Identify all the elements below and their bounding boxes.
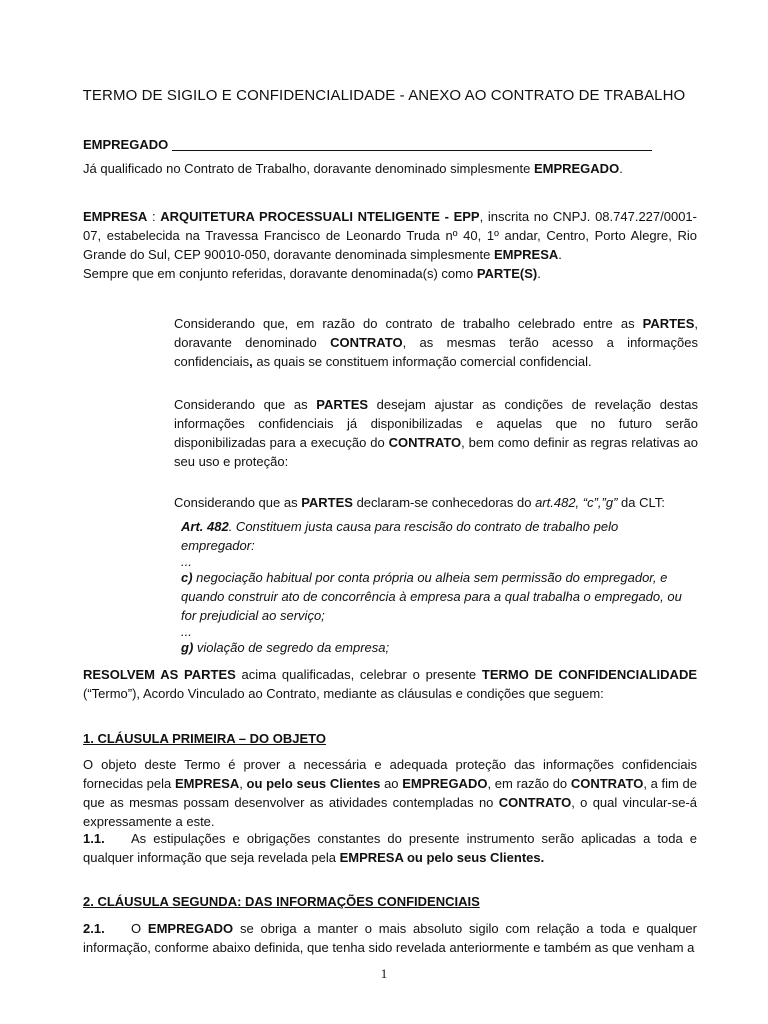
- text-run: Considerando que as: [174, 397, 317, 412]
- text-run: acima qualificadas, celebrar o presente: [235, 667, 482, 682]
- quote-item-g: [181, 638, 691, 657]
- text-run: :: [147, 209, 161, 224]
- text-run: Já qualificado no Contrato de Trabalho, doravante denominado simplesmente: [83, 161, 534, 176]
- document-title: TERMO DE SIGILO E CONFIDENCIALIDADE - ANEXO AO CONTRATO DE TRABALHO: [82, 87, 686, 104]
- considerando-3: [174, 493, 698, 512]
- signature-blank-line: [172, 150, 652, 151]
- bold-run: PARTES: [301, 495, 353, 510]
- clause-number: 2.1.: [83, 921, 105, 936]
- text-run: declaram-se conhecedoras do: [352, 495, 536, 510]
- text-run: .: [558, 247, 562, 262]
- text-run: as quais se constituem informação comercial confidencial.: [252, 354, 592, 369]
- text-run: , a fim de que as mesmas possam desenvolver as atividades contempladas no: [83, 776, 697, 810]
- text-run: , as mesmas terão acesso a informações confidenciais: [174, 335, 698, 369]
- italic-run: art.482, “c”,”g”: [535, 495, 618, 510]
- text-run: ao: [380, 776, 403, 791]
- text-run: (“Termo”), Acordo Vinculado ao Contrato, mediante as cláusulas e condições que seguem:: [83, 686, 604, 701]
- bold-run: g): [181, 640, 194, 655]
- bold-run: PARTES: [642, 316, 695, 331]
- resolvem-paragraph: [83, 665, 697, 703]
- clausula-2-heading: 2. CLÁUSULA SEGUNDA: DAS INFORMAÇÕES CONFIDENCIAIS: [83, 894, 480, 909]
- empregado-label: EMPREGADO: [83, 137, 169, 152]
- text-run: As estipulações e obrigações constantes do presente instrumento serão aplicadas a toda e qualquer informação que seja revelada pela: [83, 831, 697, 865]
- text-run: , em razão do: [487, 776, 571, 791]
- text-run: desejam ajustar as condições de revelação destas informações confidenciais já disponibilizadas e aquelas que no futuro serão disponibilizadas para a execução do: [174, 397, 698, 450]
- bold-run: PARTES: [316, 397, 369, 412]
- text-run: .: [619, 161, 623, 176]
- text-run: . Constituem justa causa para rescisão do contrato de trabalho pelo empregador:: [181, 519, 619, 553]
- text-run: , bem como definir as regras relativas ao seu uso e proteção:: [174, 435, 699, 469]
- text-run: , inscrita no CNPJ. 08.747.227/0001-07, estabelecida na Travessa Francisco de Leonardo Truda nº 40, 1º andar, Centro, Porto Alegre, Rio Grande do Sul, CEP 90010-050, doravante denominada simplesmente: [83, 209, 697, 262]
- bold-run: ,: [249, 354, 253, 369]
- considerando-1: [174, 314, 698, 371]
- clausula-1-paragraph: [83, 755, 697, 831]
- text-run: O objeto deste Termo é prover a necessária e adequada proteção das informações confidenciais fornecidas pela: [83, 757, 697, 791]
- quote-ellipsis: ...: [181, 554, 192, 569]
- empresa-name: ARQUITETURA PROCESSUALI NTELIGENTE - EPP: [160, 209, 480, 224]
- empregado-description: [83, 159, 697, 178]
- text-run: violação de segredo da empresa;: [193, 640, 390, 655]
- considerando-2: [174, 395, 698, 471]
- bold-run: Art. 482: [181, 519, 229, 534]
- bold-run: EMPREGADO: [147, 921, 234, 936]
- bold-run: EMPREGADO: [402, 776, 488, 791]
- quote-art-line: [181, 517, 691, 555]
- bold-run: EMPRESA: [174, 776, 240, 791]
- text-run: O: [131, 921, 148, 936]
- bold-run: EMPRESA: [493, 247, 559, 262]
- bold-run: EMPRESA ou pelo seus Clientes.: [339, 850, 545, 865]
- text-run: , doravante denominado: [174, 316, 698, 350]
- text-run: Sempre que em conjunto referidas, doravante denominada(s) como: [83, 266, 477, 281]
- bold-run: CONTRATO: [570, 776, 644, 791]
- bold-run: CONTRATO: [388, 435, 462, 450]
- bold-run: c): [181, 570, 193, 585]
- bold-run: EMPREGADO: [533, 161, 620, 176]
- partes-paragraph: [83, 264, 697, 283]
- bold-run: RESOLVEM AS PARTES: [83, 667, 236, 682]
- empresa-paragraph: [83, 207, 697, 264]
- text-run: Considerando que, em razão do contrato de trabalho celebrado entre as: [174, 316, 643, 331]
- text-run: Considerando que as: [174, 495, 302, 510]
- clausula-1-heading: 1. CLÁUSULA PRIMEIRA – DO OBJETO: [83, 731, 326, 746]
- clausula-1-1: [83, 829, 697, 867]
- text-run: negociação habitual por conta própria ou alheia sem permissão do empregador, e quando construir ato de concorrência à empresa para a qual trabalha o empregado, ou for prejudicial ao serviço;: [181, 570, 682, 623]
- text-run: se obriga a manter o mais absoluto sigilo com relação a toda e qualquer informação, conforme abaixo definida, que tenha sido revelada anteriormente e também as que venham a: [83, 921, 697, 955]
- bold-run: CONTRATO: [498, 795, 572, 810]
- bold-run: CONTRATO: [330, 335, 403, 350]
- bold-run: PARTE(S): [476, 266, 538, 281]
- text-run: ,: [239, 776, 247, 791]
- text-run: , o qual vincular-se-á expressamente a este.: [83, 795, 698, 829]
- text-run: da CLT:: [617, 495, 665, 510]
- clausula-2-1: [83, 919, 697, 957]
- text-run: .: [537, 266, 541, 281]
- quote-item-c: [181, 568, 691, 625]
- empregado-line: [83, 135, 697, 154]
- bold-run: TERMO DE CONFIDENCIALIDADE: [481, 667, 698, 682]
- page-number: 1: [380, 966, 388, 981]
- empresa-label: EMPRESA: [83, 209, 148, 224]
- quote-ellipsis: ...: [181, 624, 192, 639]
- clause-number: 1.1.: [83, 831, 105, 846]
- clt-quote: [181, 517, 691, 657]
- bold-run: ou pelo seus Clientes: [246, 776, 381, 791]
